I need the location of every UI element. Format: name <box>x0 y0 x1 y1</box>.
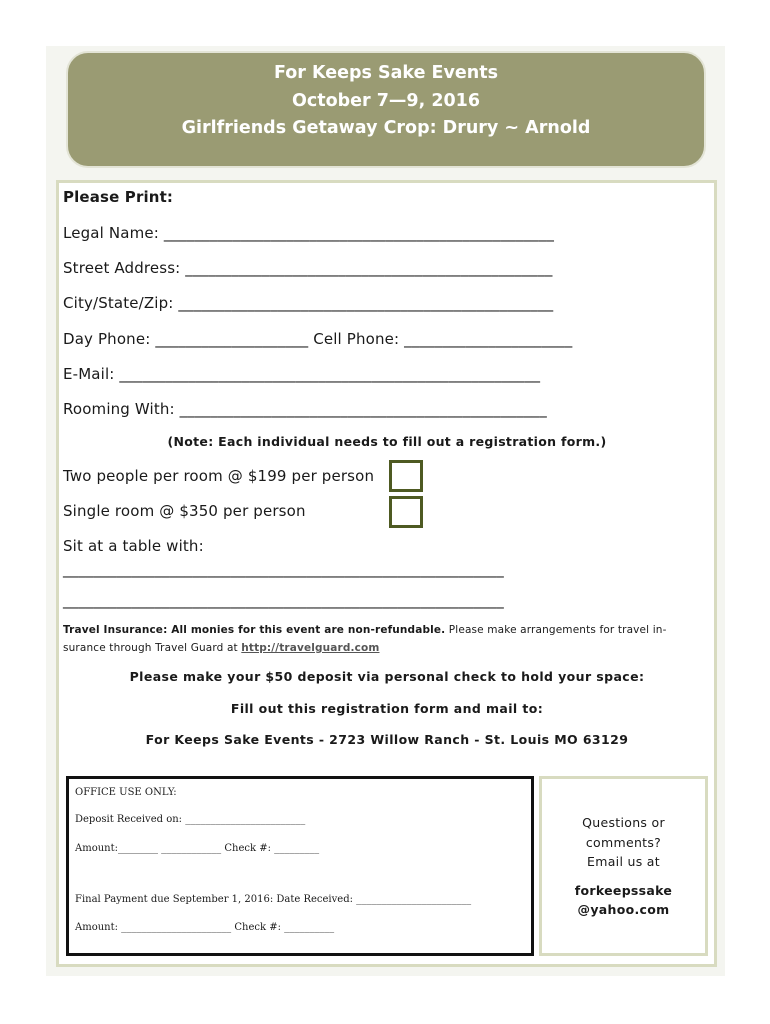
deposit-instruction: Please make your $50 deposit via personal check to hold your space: <box>129 669 645 684</box>
sit-with-line-2[interactable]: __________________________________________________________ <box>63 591 504 609</box>
please-print-label: Please Print: <box>63 188 174 206</box>
single-room-label: Single room @ $350 per person <box>63 502 306 520</box>
contact-line-2: comments? <box>585 834 662 850</box>
deposit-received-field: Deposit Received on: ________________________ <box>75 814 306 825</box>
contact-box <box>539 776 708 956</box>
registration-note: (Note: Each individual needs to fill out a registration form.) <box>167 434 607 449</box>
travelguard-link[interactable]: http://travelguard.com <box>241 642 380 654</box>
amount-check-field-2: Amount: ______________________ Check #: __________ <box>75 922 335 933</box>
event-organizer: For Keeps Sake Events <box>273 63 499 83</box>
phone-fields[interactable]: Day Phone: ____________________ Cell Phone: ______________________ <box>63 330 573 348</box>
insurance-text-2: surance through Travel Guard at <box>63 642 242 654</box>
legal-name-field[interactable]: Legal Name: ___________________________________________________ <box>63 224 554 242</box>
office-use-box <box>66 776 534 956</box>
event-dates: October 7—9, 2016 <box>291 90 481 111</box>
office-use-title: OFFICE USE ONLY: <box>75 787 177 798</box>
contact-email-1[interactable]: forkeepssake <box>574 882 673 898</box>
double-room-label: Two people per room @ $199 per person <box>63 467 375 485</box>
contact-email-2[interactable]: @yahoo.com <box>577 902 670 917</box>
single-room-checkbox[interactable] <box>389 496 423 528</box>
sit-with-label: Sit at a table with: <box>63 537 204 555</box>
event-title: Girlfriends Getaway Crop: Drury ~ Arnold <box>181 118 591 138</box>
double-room-checkbox[interactable] <box>389 460 423 492</box>
insurance-text-1: Please make arrangements for travel in- <box>445 624 667 636</box>
city-state-zip-field[interactable]: City/State/Zip: _________________________________________________ <box>63 294 554 312</box>
mailing-address: For Keeps Sake Events - 2723 Willow Ranch - St. Louis MO 63129 <box>145 732 629 747</box>
contact-line-3: Email us at <box>587 854 660 869</box>
email-field[interactable]: E-Mail: _______________________________________________________ <box>63 365 541 383</box>
event-header <box>66 51 706 168</box>
final-payment-field: Final Payment due September 1, 2016: Date Received: _______________________ <box>75 894 472 905</box>
street-address-field[interactable]: Street Address: ________________________________________________ <box>63 259 553 277</box>
contact-line-1: Questions or <box>582 815 665 830</box>
mail-instruction: Fill out this registration form and mail to: <box>230 701 544 716</box>
sit-with-line-1[interactable]: __________________________________________________________ <box>63 560 504 578</box>
insurance-label: Travel Insurance: All monies for this event are non-refundable. <box>63 624 446 636</box>
travel-insurance-text <box>63 621 711 657</box>
rooming-with-field[interactable]: Rooming With: ________________________________________________ <box>63 400 547 418</box>
amount-check-field-1: Amount:________ ____________ Check #: _________ <box>75 843 320 854</box>
